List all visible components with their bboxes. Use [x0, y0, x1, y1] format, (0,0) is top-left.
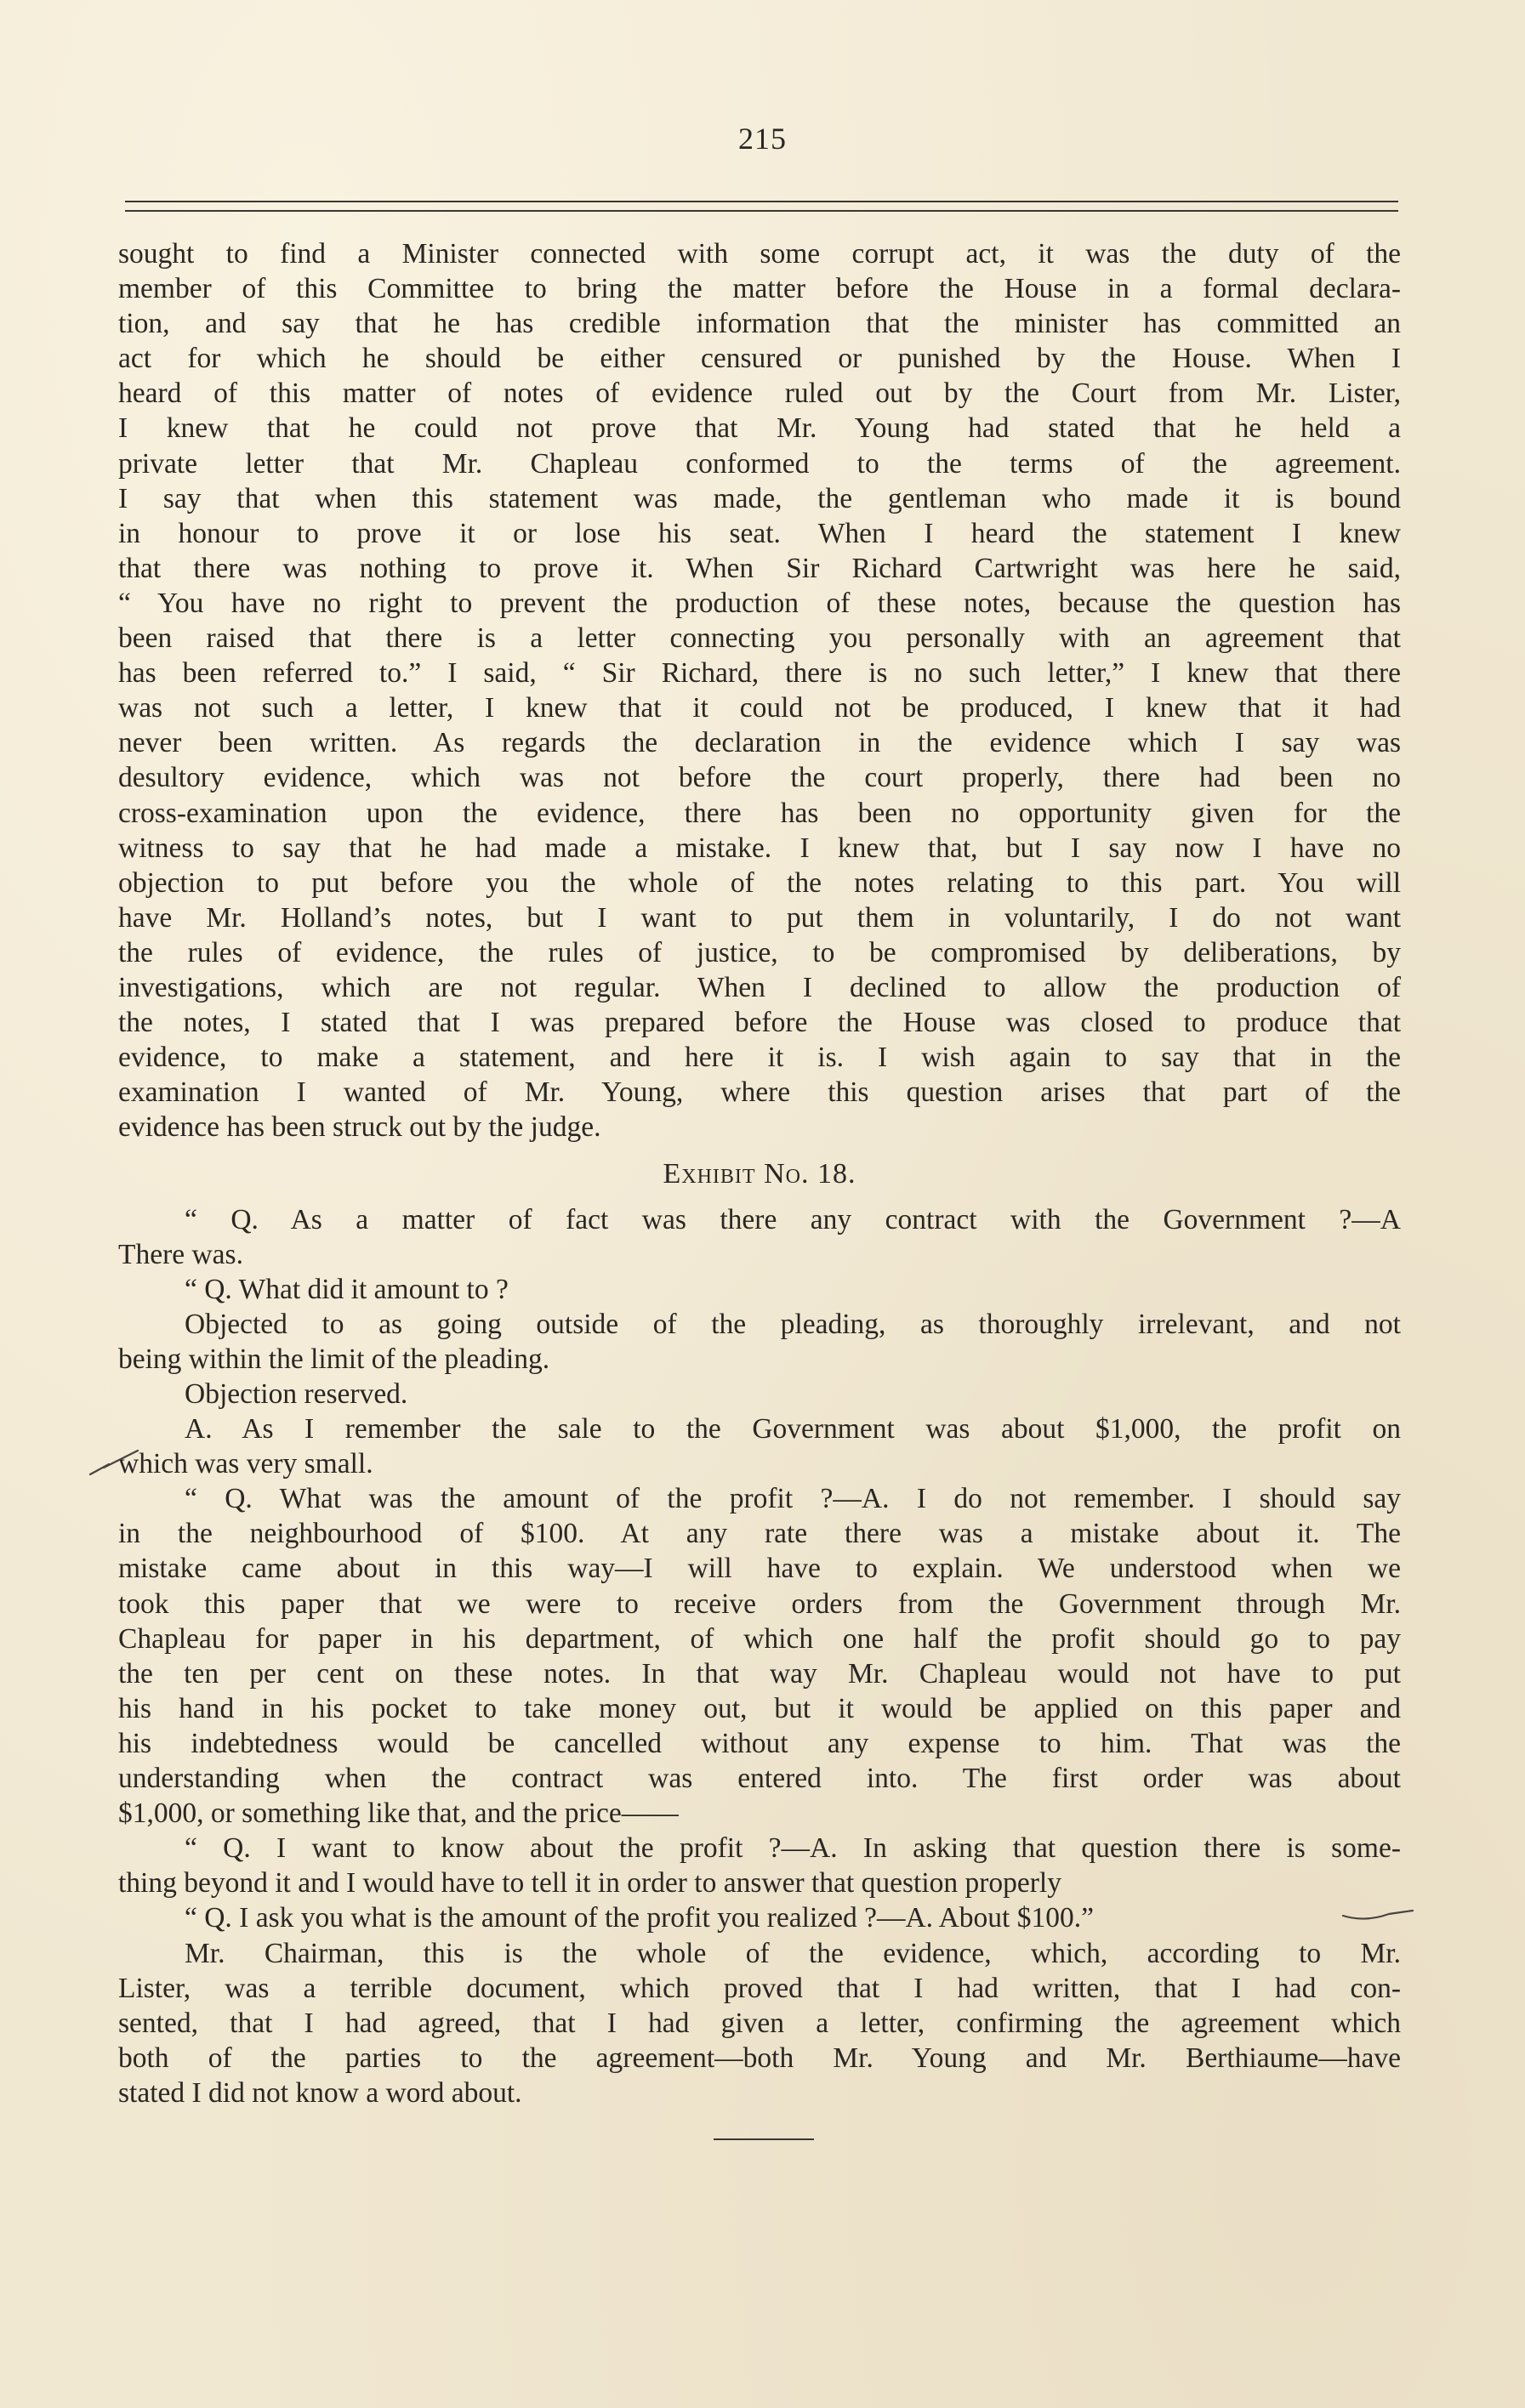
text-line: heard of this matter of notes of evidence ruled out by the Court from Mr. Lister,: [118, 378, 1401, 410]
text-line: examination I wanted of Mr. Young, where this question arises that part of the: [118, 1076, 1401, 1109]
transcript-line: the ten per cent on these notes. In that way Mr. Chapleau would not have to put: [118, 1657, 1401, 1690]
text-line: objection to put before you the whole of the notes relating to this part. You will: [118, 866, 1401, 899]
text-line: desultory evidence, which was not before the court properly, there had been no: [118, 762, 1401, 794]
transcript-line: took this paper that we were to receive orders from the Government through Mr.: [118, 1587, 1401, 1620]
transcript-line: being within the limit of the pleading.: [118, 1343, 550, 1375]
text-line: member of this Committee to bring the matter before the House in a formal declara-: [118, 273, 1401, 305]
transcript-line: “ Q. As a matter of fact was there any contract with the Government ?—A: [185, 1203, 1401, 1235]
text-line: have Mr. Holland’s notes, but I want to put them in voluntarily, I do not want: [118, 901, 1401, 934]
text-line: evidence, to make a statement, and here it is. I wish again to say that in the: [118, 1042, 1401, 1074]
transcript-line: Objection reserved.: [185, 1378, 408, 1410]
transcript-line: thing beyond it and I would have to tell it in order to answer that question properly: [118, 1867, 1061, 1900]
pencil-tick-mark: [1340, 1892, 1416, 1926]
exhibit-transcript: [118, 1202, 1401, 2110]
text-line: the rules of evidence, the rules of justice, to be compromised by deliberations, by: [118, 936, 1401, 968]
text-line: investigations, which are not regular. When I declined to allow the production of: [118, 971, 1401, 1003]
text-line: witness to say that he had made a mistake. I knew that, but I say now I have no: [118, 832, 1401, 864]
transcript-line: A. As I remember the sale to the Government was about $1,000, the profit on: [185, 1413, 1401, 1445]
text-line: was not such a letter, I knew that it could not be produced, I knew that it had: [118, 692, 1401, 724]
transcript-line: “ Q. What did it amount to ?: [185, 1273, 509, 1305]
transcript-line: stated I did not know a word about.: [118, 2076, 522, 2109]
transcript-line: both of the parties to the agreement—both Mr. Young and Mr. Berthiaume—have: [118, 2042, 1401, 2074]
transcript-line: mistake came about in this way—I will have to explain. We understood when we: [118, 1553, 1401, 1585]
transcript-line: “ Q. What was the amount of the profit ?—A. I do not remember. I should say: [185, 1483, 1401, 1515]
page-number: 215: [738, 122, 787, 156]
transcript-line: Lister, was a terrible document, which proved that I had written, that I had con-: [118, 1972, 1401, 2004]
transcript-line: $1,000, or something like that, and the price——: [118, 1797, 679, 1830]
transcript-line: which was very small.: [118, 1448, 373, 1480]
exhibit-heading: Exhibit No. 18.: [663, 1158, 856, 1190]
text-line: private letter that Mr. Chapleau conformed to the terms of the agreement.: [118, 447, 1401, 480]
header-double-rule: [125, 201, 1398, 212]
transcript-line: Objected to as going outside of the pleading, as thoroughly irrelevant, and not: [185, 1308, 1401, 1340]
transcript-line: Mr. Chairman, this is the whole of the evidence, which, according to Mr.: [185, 1937, 1401, 1969]
text-line: never been written. As regards the declaration in the evidence which I say was: [118, 727, 1401, 759]
transcript-line: “ Q. I want to know about the profit ?—A. In asking that question there is some-: [185, 1832, 1401, 1865]
text-line: that there was nothing to prove it. When Sir Richard Cartwright was here he said,: [118, 552, 1401, 584]
text-line: in honour to prove it or lose his seat. When I heard the statement I knew: [118, 517, 1401, 549]
transcript-line: There was.: [118, 1238, 243, 1270]
transcript-line: understanding when the contract was entered into. The first order was about: [118, 1763, 1401, 1795]
transcript-line: his hand in his pocket to take money out, but it would be applied on this paper and: [118, 1692, 1401, 1724]
text-line: sought to find a Minister connected with some corrupt act, it was the duty of the: [118, 238, 1401, 270]
transcript-line: his indebtedness would be cancelled without any expense to him. That was the: [118, 1727, 1401, 1759]
paragraph-speech: [118, 236, 1401, 1144]
text-line: been raised that there is a letter connecting you personally with an agreement that: [118, 622, 1401, 655]
text-line: cross-examination upon the evidence, there has been no opportunity given for the: [118, 797, 1401, 829]
text-line: act for which he should be either censured or punished by the House. When I: [118, 343, 1401, 375]
text-line: I knew that he could not prove that Mr. Young had stated that he held a: [118, 412, 1401, 445]
text-line: evidence has been struck out by the judge.: [118, 1111, 601, 1144]
pencil-check-mark: [87, 1445, 146, 1479]
text-line: “ You have no right to prevent the production of these notes, because the question has: [118, 587, 1401, 619]
transcript-line: “ Q. I ask you what is the amount of the profit you realized ?—A. About $100.”: [185, 1902, 1094, 1934]
closing-rule: [714, 2138, 814, 2140]
text-line: I say that when this statement was made, the gentleman who made it is bound: [118, 482, 1401, 514]
text-line: the notes, I stated that I was prepared before the House was closed to produce that: [118, 1007, 1401, 1039]
document-body: [118, 236, 1401, 2110]
transcript-line: in the neighbourhood of $100. At any rate there was a mistake about it. The: [118, 1518, 1401, 1550]
transcript-line: sented, that I had agreed, that I had given a letter, confirming the agreement which: [118, 2007, 1401, 2039]
text-line: has been referred to.” I said, “ Sir Richard, there is no such letter,” I knew that there: [118, 657, 1401, 690]
text-line: tion, and say that he has credible information that the minister has committed an: [118, 308, 1401, 340]
transcript-line: Chapleau for paper in his department, of which one half the profit should go to pay: [118, 1622, 1401, 1655]
